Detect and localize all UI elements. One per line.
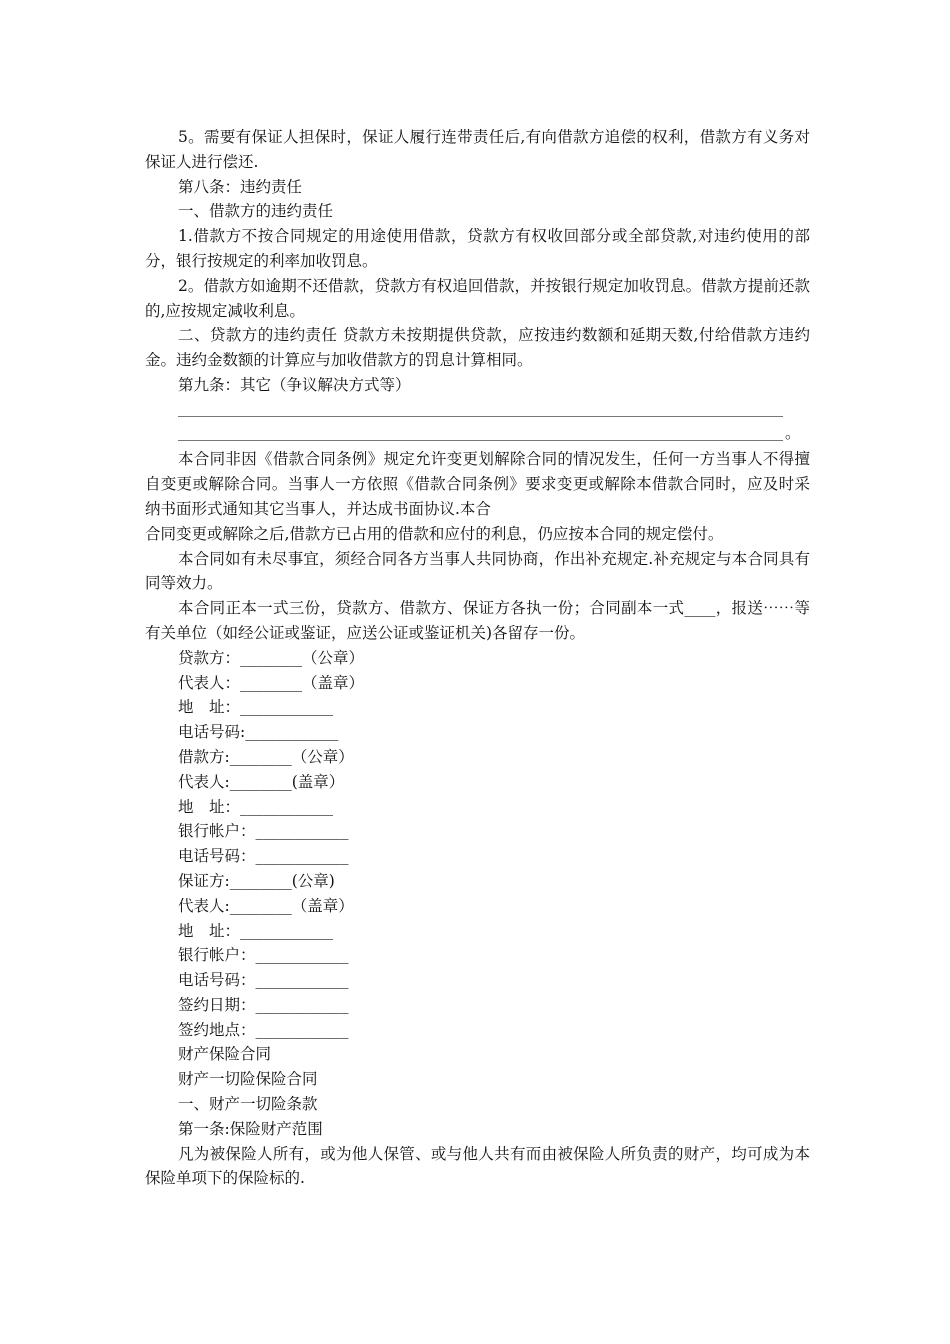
blank-line — [178, 398, 810, 423]
section-subtitle: 财产一切险保险合同 — [178, 1070, 318, 1089]
section-title: 财产保险合同 — [178, 1045, 272, 1064]
paragraph-modification: 本合同非因《借款合同条例》规定允许变更划解除合同的情况发生，任何一方当事人不得擅自变更或解除合同。当事人一方依照《借款合同条例》要求变更或解除本借款合同时，应及时采纳书面形式通知其它当事人，并达成书面协议.本合 — [145, 450, 810, 518]
paragraph-supplementary: 本合同如有未尽事宜，须经合同各方当事人共同协商，作出补充规定.补充规定与本合同具有同等效力。 — [145, 549, 810, 593]
signature-block — [145, 646, 810, 1043]
clause-heading: 一、财产一切险条款 — [178, 1095, 318, 1114]
signature-line: 电话号码：____________ — [178, 847, 349, 866]
paragraph-after-modification: 合同变更或解除之后,借款方已占用的借款和应付的利息，仍应按本合同的规定偿付。 — [145, 524, 724, 543]
paragraph-lender-liability: 二、贷款方的违约责任 贷款方未按期提供贷款，应按违约数额和延期天数,付给借款方违约金。违约金数额的计算应与加收借款方的罚息计算相同。 — [145, 326, 810, 370]
article-8-heading: 第八条：违约责任 — [178, 177, 303, 196]
article-1-heading: 第一条:保险财产范围 — [178, 1119, 323, 1138]
blank-line-end-mark: 。 — [785, 423, 801, 442]
signature-line: 电话号码：____________ — [178, 971, 349, 990]
signature-line: 借款方:________（公章） — [178, 747, 354, 766]
document-page — [145, 125, 810, 1191]
paragraph-insured-property: 凡为被保险人所有，或为他人保管、或与他人共有而由被保险人所负责的财产，均可成为本保险单项下的保险标的. — [145, 1144, 810, 1188]
signature-line: 代表人：________（盖章） — [178, 673, 365, 692]
paragraph-misuse-penalty: 1.借款方不按合同规定的用途使用借款，贷款方有权收回部分或全部贷款,对违约使用的部分，银行按规定的利率加收罚息。 — [145, 227, 810, 270]
borrower-liability-heading: 一、借款方的违约责任 — [178, 202, 334, 221]
signature-line: 银行帐户：____________ — [178, 946, 349, 965]
blank-line — [178, 423, 810, 448]
signature-line: 签约日期：____________ — [178, 995, 349, 1014]
signature-line: 签约地点：____________ — [178, 1020, 349, 1039]
paragraph-overdue-penalty: 2。借款方如逾期不还借款，贷款方有权追回借款，并按银行规定加收罚息。借款方提前还款的,应按规定减收利息。 — [145, 276, 810, 320]
signature-line: 贷款方：________（公章） — [178, 648, 365, 667]
signature-line: 地 址：____________ — [178, 921, 334, 940]
signature-line: 电话号码:____________ — [178, 723, 339, 742]
signature-line: 地 址：____________ — [178, 797, 334, 816]
signature-line: 保证方:________(公章) — [178, 871, 335, 890]
signature-line: 银行帐户：____________ — [178, 822, 349, 841]
article-9-heading: 第九条：其它（争议解决方式等） — [178, 375, 411, 394]
signature-line: 代表人:________(盖章） — [178, 772, 345, 791]
paragraph-guarantor-clause: 5。需要有保证人担保时，保证人履行连带责任后,有向借款方追偿的权利，借款方有义务对保证人进行偿还. — [145, 128, 810, 171]
signature-line: 代表人:________（盖章） — [178, 896, 354, 915]
signature-line: 地 址：____________ — [178, 698, 334, 717]
paragraph-copies: 本合同正本一式三份，贷款方、借款方、保证方各执一份；合同副本一式____，报送⋯⋯等有关单位（如经公证或鉴证，应送公证或鉴证机关)各留存一份。 — [145, 599, 810, 642]
